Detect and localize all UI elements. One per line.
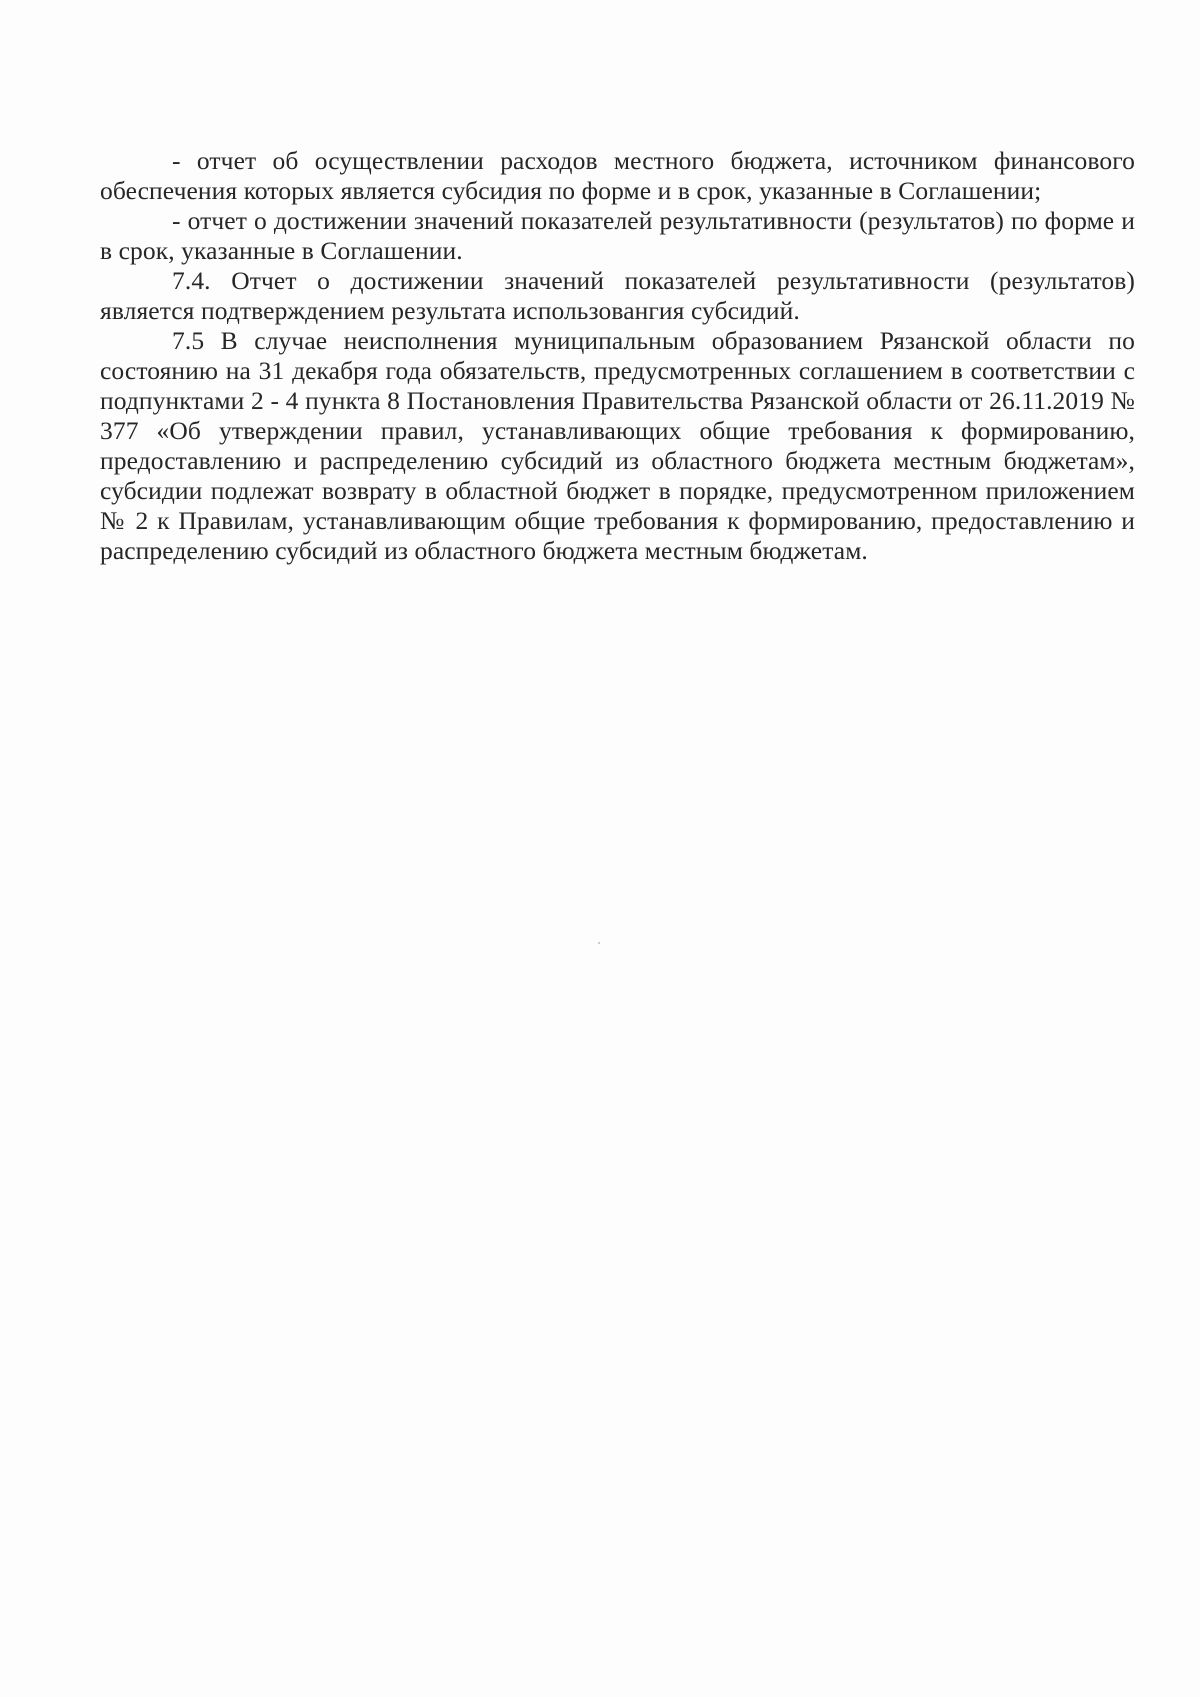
document-body xyxy=(100,146,1135,566)
paragraph-performance-report: - отчет о достижении значений показателей результативности (результатов) по форме и в срок, указанные в Соглашении. xyxy=(100,206,1135,265)
scan-artifact-dot xyxy=(598,942,600,944)
paragraph-expense-report: - отчет об осуществлении расходов местного бюджета, источником финансового обеспечения которых является субсидия по форме и в срок, указанные в Соглашении; xyxy=(100,146,1135,205)
paragraph-section-7-5: 7.5 В случае неисполнения муниципальным образованием Рязанской области по состоянию на 31 декабря года обязательств, предусмотренных соглашением в соответствии с подпунктами 2 - 4 пункта 8 Постановления Правительства Рязанской области от 26.11.2019 № 377 «Об утверждении правил, устанавливающих общие требования к формированию, предоставлению и распределению субсидий из областного бюджета местным бюджетам», субсидии подлежат возврату в областной бюджет в порядке, предусмотренном приложением № 2 к Правилам, устанавливающим общие требования к формированию, предоставлению и распределению субсидий из областного бюджета местным бюджетам. xyxy=(100,326,1135,565)
paragraph-section-7-4: 7.4. Отчет о достижении значений показателей результативности (результатов) является подтверждением результата использовангия субсидий. xyxy=(100,266,1135,325)
